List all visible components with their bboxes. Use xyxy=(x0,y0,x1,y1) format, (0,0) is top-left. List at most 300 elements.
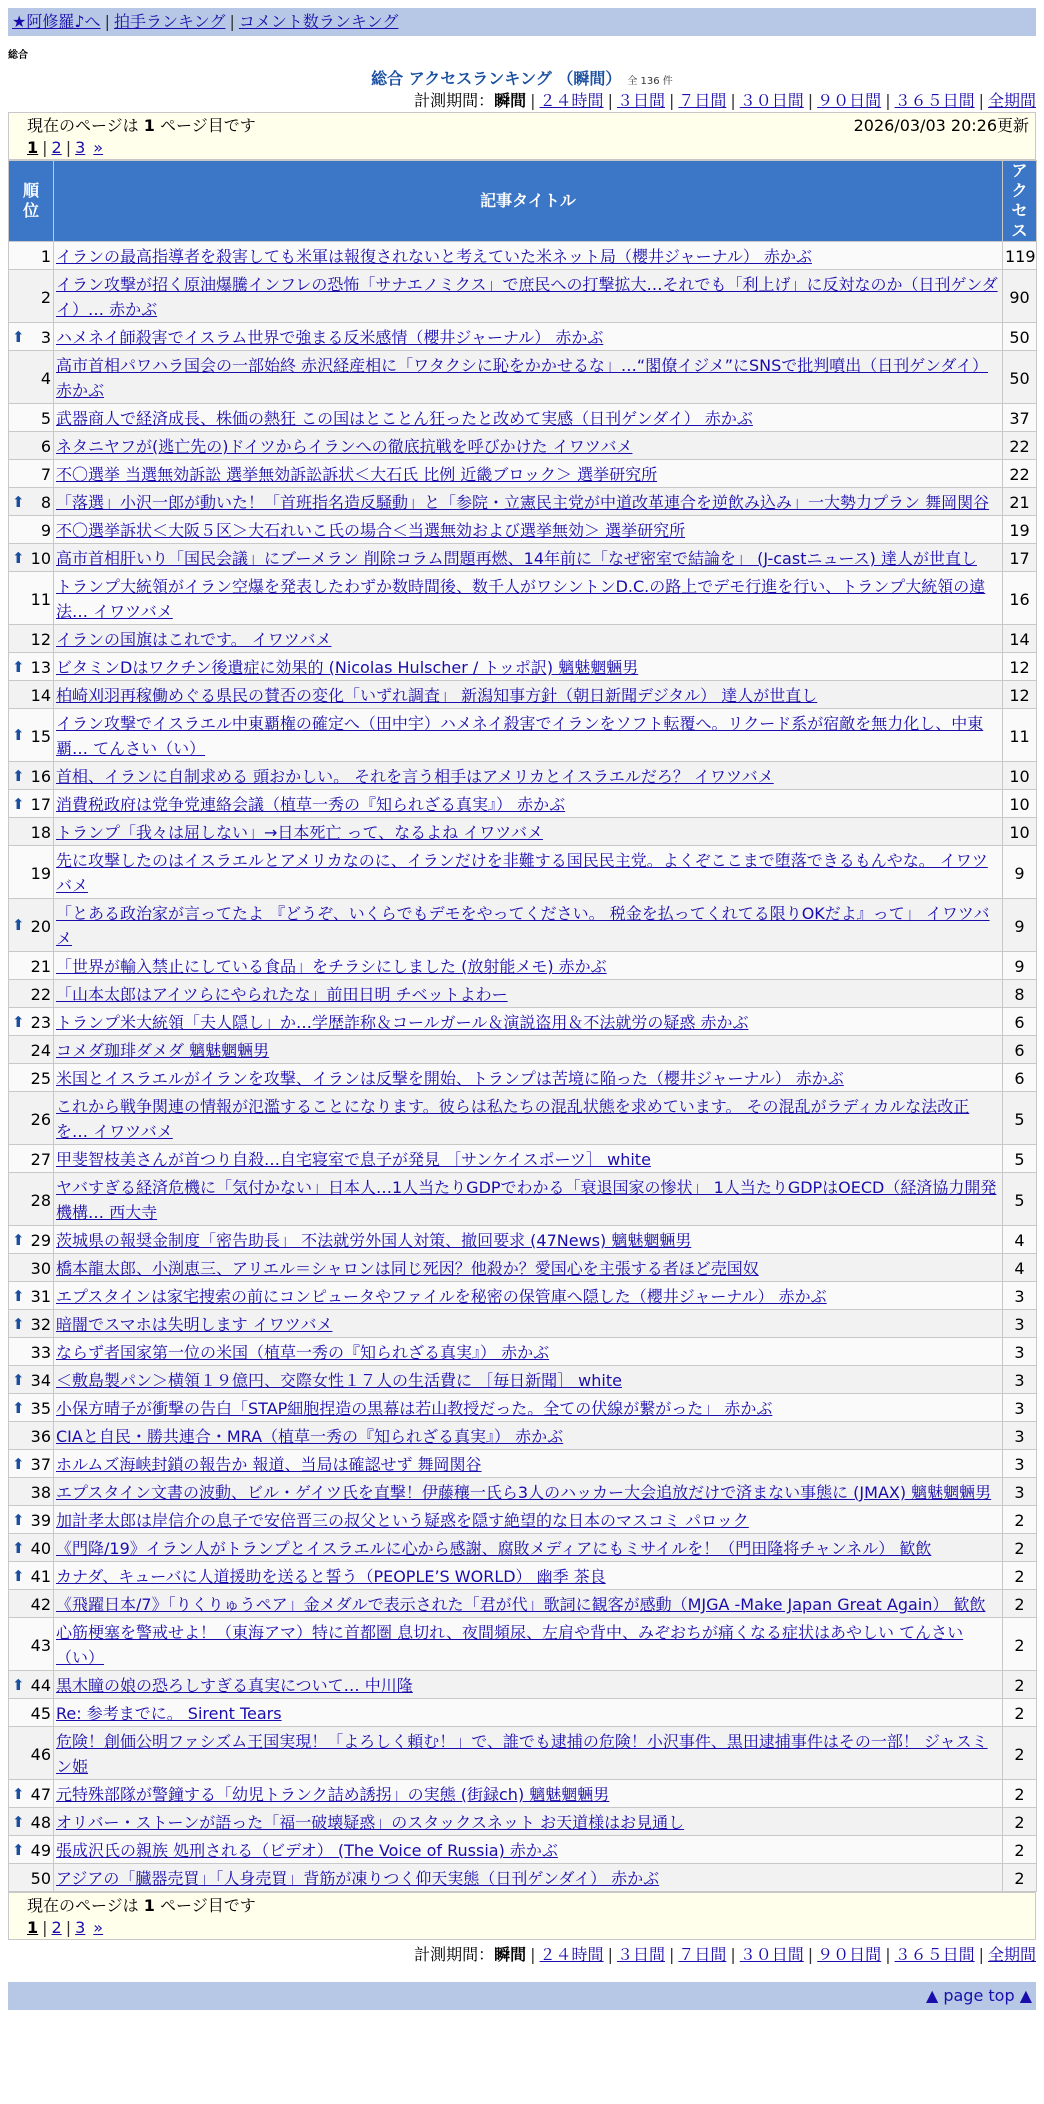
article-link[interactable]: 消費税政府は党争党連絡会議（植草一秀の『知られざる真実』） 赤かぶ xyxy=(56,795,566,814)
up-arrow-icon: ⬆ xyxy=(12,1398,25,1417)
rank-cell xyxy=(9,1808,54,1836)
heading xyxy=(8,68,1036,90)
rank-cell xyxy=(9,1506,54,1534)
table-row xyxy=(9,762,1037,790)
rank-number: 20 xyxy=(30,916,51,936)
title-cell xyxy=(54,270,1003,323)
pager-top xyxy=(8,112,1036,160)
up-arrow-icon: ⬆ xyxy=(12,1840,25,1859)
period-separator: | xyxy=(978,91,984,110)
clap-ranking-link[interactable]: 拍手ランキング xyxy=(113,12,226,31)
table-row xyxy=(9,1808,1037,1836)
rank-number: 29 xyxy=(30,1231,51,1250)
article-link[interactable]: イランの最高指導者を殺害しても米軍は報復されないと考えていた米ネット局（櫻井ジャーナル） 赤かぶ xyxy=(56,247,812,266)
period-link[interactable]: ３日間 xyxy=(616,91,665,110)
access-count: 3 xyxy=(1003,1338,1037,1366)
page-link[interactable]: 3 xyxy=(75,138,86,157)
access-count: 6 xyxy=(1003,1008,1037,1036)
article-link[interactable]: 柏崎刈羽再稼働めぐる県民の賛否の変化「いずれ調査」 新潟知事方針（朝日新聞デジタル） 達人が世直し xyxy=(56,686,818,705)
access-count: 21 xyxy=(1003,488,1037,516)
rank-number: 43 xyxy=(30,1635,51,1655)
access-count: 4 xyxy=(1003,1226,1037,1254)
table-row xyxy=(9,1727,1037,1780)
up-arrow-icon: ⬆ xyxy=(12,794,25,813)
article-link[interactable]: 小保方晴子が衝撃の告白「STAP細胞捏造の黒幕は若山教授だった。全ての伏線が繋がった」 赤かぶ xyxy=(56,1399,773,1418)
up-arrow-icon: ⬆ xyxy=(12,1538,25,1557)
rank-cell xyxy=(9,404,54,432)
table-row xyxy=(9,1036,1037,1064)
page-link[interactable]: 2 xyxy=(51,138,62,157)
rank-number: 34 xyxy=(30,1371,51,1390)
period-separator: | xyxy=(530,91,536,110)
rank-cell xyxy=(9,1036,54,1064)
access-count: 2 xyxy=(1003,1534,1037,1562)
rank-cell xyxy=(9,1450,54,1478)
rank-cell xyxy=(9,1145,54,1173)
home-link[interactable]: ★阿修羅♪へ xyxy=(12,12,101,31)
article-link[interactable]: 加計孝太郎は岸信介の息子で安倍晋三の叔父という疑惑を隠す絶望的な日本のマスコミ パロック xyxy=(56,1511,749,1530)
article-link[interactable]: ネタニヤフが(逃亡先の)ドイツからイランへの徹底抗戦を呼びかけた イワツバメ xyxy=(56,437,633,456)
page xyxy=(8,8,1036,2010)
article-link[interactable]: コメダ珈琲ダメダ 魑魅魍魎男 xyxy=(56,1041,270,1060)
access-count: 2 xyxy=(1003,1864,1037,1892)
page-title: 総合 アクセスランキング （瞬間） xyxy=(371,69,622,88)
rank-cell xyxy=(9,516,54,544)
nav-separator: | xyxy=(104,12,110,31)
period-link[interactable]: ２４時間 xyxy=(539,91,604,110)
period-link[interactable]: 全期間 xyxy=(987,91,1036,110)
access-count: 9 xyxy=(1003,952,1037,980)
title-cell xyxy=(54,899,1003,952)
title-cell xyxy=(54,1145,1003,1173)
access-count: 2 xyxy=(1003,1562,1037,1590)
table-row xyxy=(9,1671,1037,1699)
page-status xyxy=(27,1895,1029,1917)
pager-bottom xyxy=(8,1892,1036,1940)
article-link[interactable]: トランプ大統領がイラン空爆を発表したわずか数時間後、数千人がワシントンD.C.の路上でデモ行進を行い、トランプ大統領の違法… イワツバメ xyxy=(56,577,986,621)
article-link[interactable]: 米国とイスラエルがイランを攻撃、イランは反撃を開始、トランプは苦境に陥った（櫻井ジャーナル） 赤かぶ xyxy=(56,1069,844,1088)
article-link[interactable]: 不〇選挙訴状＜大阪５区＞大石れいこ氏の場合＜当選無効および選挙無効＞ 選挙研究所 xyxy=(56,521,686,540)
table-row xyxy=(9,544,1037,572)
article-link[interactable]: 心筋梗塞を警戒せよ！（東海アマ）特に首都圏 息切れ、夜間頻尿、左肩や背中、みぞおちが痛くなる症状はあやしい てんさい（い） xyxy=(56,1623,964,1667)
article-link[interactable]: 「落選」小沢一郎が動いた！「首班指名造反騒動」と「参院・立憲民主党が中道改革連合を逆飲み込み」一大勢力プラン 舞岡関谷 xyxy=(56,493,990,512)
table-row xyxy=(9,980,1037,1008)
page-top-link[interactable]: ▲ page top ▲ xyxy=(925,1986,1032,2005)
title-cell xyxy=(54,1808,1003,1836)
up-arrow-icon: ⬆ xyxy=(12,1566,25,1585)
rank-cell xyxy=(9,952,54,980)
period-link[interactable]: ２４時間 xyxy=(539,1945,604,1964)
period-link[interactable]: ７日間 xyxy=(678,1945,727,1964)
article-link[interactable]: 不〇選挙 当選無効訴訟 選挙無効訴訟訴状＜大石氏 比例 近畿ブロック＞ 選挙研究所 xyxy=(56,465,658,484)
title-cell xyxy=(54,1422,1003,1450)
rank-number: 36 xyxy=(30,1427,51,1446)
article-link[interactable]: 甲斐智枝美さんが首つり自殺…自宅寝室で息子が発見 ［サンケイスポーツ］ white xyxy=(56,1150,651,1169)
rank-cell xyxy=(9,625,54,653)
title-cell xyxy=(54,1394,1003,1422)
rank-cell xyxy=(9,1282,54,1310)
article-link[interactable]: 元特殊部隊が警鐘する「幼児トランク詰め誘拐」の実態 (街録ch) 魑魅魍魎男 xyxy=(56,1785,610,1804)
access-count: 12 xyxy=(1003,681,1037,709)
table-row xyxy=(9,709,1037,762)
rank-cell xyxy=(9,1836,54,1864)
article-link[interactable]: トランプ米大統領「夫人隠し」か…学歴詐称＆コールガール＆演説盗用＆不法就労の疑惑 赤かぶ xyxy=(56,1013,749,1032)
article-link[interactable]: ハメネイ師殺害でイスラム世界で強まる反米感情（櫻井ジャーナル） 赤かぶ xyxy=(56,328,604,347)
title-cell xyxy=(54,323,1003,351)
table-row xyxy=(9,1864,1037,1892)
rank-cell xyxy=(9,1478,54,1506)
access-count: 3 xyxy=(1003,1450,1037,1478)
page-links xyxy=(27,1917,1029,1939)
rank-number: 13 xyxy=(30,658,51,677)
rank-cell xyxy=(9,681,54,709)
rank-cell xyxy=(9,544,54,572)
rank-cell xyxy=(9,1310,54,1338)
rank-cell xyxy=(9,846,54,899)
title-cell xyxy=(54,1226,1003,1254)
title-cell xyxy=(54,1064,1003,1092)
article-link[interactable]: イラン攻撃でイスラエル中東覇権の確定へ（田中宇）ハメネイ殺害でイランをソフト転覆へ。リクード系が宿敵を無力化し、中東覇… てんさい（い） xyxy=(56,714,984,758)
rank-cell xyxy=(9,818,54,846)
rank-cell xyxy=(9,351,54,404)
title-cell xyxy=(54,1562,1003,1590)
table-row xyxy=(9,432,1037,460)
title-cell xyxy=(54,1282,1003,1310)
rank-number: 26 xyxy=(30,1109,51,1129)
table-row xyxy=(9,1422,1037,1450)
title-cell xyxy=(54,790,1003,818)
article-link[interactable]: ホルムズ海峡封鎖の報告か 報道、当局は確認せず 舞岡関谷 xyxy=(56,1455,482,1474)
access-count: 2 xyxy=(1003,1506,1037,1534)
table-row xyxy=(9,1145,1037,1173)
period-link[interactable]: ９０日間 xyxy=(817,91,882,110)
access-count: 2 xyxy=(1003,1699,1037,1727)
article-link[interactable]: エプスタイン文書の波動、ビル・ゲイツ氏を直撃！伊藤穰一氏ら3人のハッカー大会追放だけで済まない事態に (JMAX) 魑魅魍魎男 xyxy=(56,1483,992,1502)
article-link[interactable]: これから戦争関連の情報が氾濫することになります。彼らは私たちの混乱状態を求めています。 その混乱がラディカルな法改正を… イワツバメ xyxy=(56,1097,970,1141)
title-cell xyxy=(54,1780,1003,1808)
title-cell xyxy=(54,818,1003,846)
period-link[interactable]: ３０日間 xyxy=(739,91,804,110)
title-cell xyxy=(54,516,1003,544)
article-link[interactable]: 危険！創価公明ファシズム王国実現！「よろしく頼む！」で、誰でも逮捕の危険！小沢事件、黒田逮捕事件はその一部！ ジャスミン姫 xyxy=(56,1732,988,1776)
article-link[interactable]: エプスタインは家宅捜索の前にコンピュータやファイルを秘密の保管庫へ隠した（櫻井ジャーナル） 赤かぶ xyxy=(56,1287,827,1306)
period-current: 瞬間 xyxy=(494,91,527,110)
rank-number: 46 xyxy=(30,1744,51,1764)
up-arrow-icon: ⬆ xyxy=(12,766,25,785)
rank-number: 42 xyxy=(30,1595,51,1614)
page-separator: | xyxy=(42,1918,48,1937)
period-separator: | xyxy=(978,1945,984,1964)
rank-cell xyxy=(9,980,54,1008)
page-links xyxy=(27,137,1029,159)
access-count: 5 xyxy=(1003,1092,1037,1145)
access-count: 37 xyxy=(1003,404,1037,432)
rank-number: 15 xyxy=(30,726,51,746)
article-link[interactable]: 「とある政治家が言ってたよ 『どうぞ、いくらでもデモをやってください。 税金を払ってくれてる限りOKだよ』って」 イワツバメ xyxy=(56,904,990,948)
rank-number: 17 xyxy=(30,795,51,814)
rank-cell xyxy=(9,488,54,516)
rank-cell xyxy=(9,1366,54,1394)
table-row xyxy=(9,899,1037,952)
period-link[interactable]: 全期間 xyxy=(987,1945,1036,1964)
article-link[interactable]: 高市首相肝いり「国民会議」にブーメラン 削除コラム問題再燃、14年前に「なぜ密室で結論を」 (J-castニュース) 達人が世直し xyxy=(56,549,977,568)
period-link[interactable]: ９０日間 xyxy=(817,1945,882,1964)
table-row xyxy=(9,323,1037,351)
table-row xyxy=(9,1478,1037,1506)
article-link[interactable]: 暗闇でスマホは失明します イワツバメ xyxy=(56,1315,333,1334)
table-row xyxy=(9,1590,1037,1618)
article-link[interactable]: 《門降/19》イラン人がトランプとイスラエルに心から感謝、腐敗メディアにもミサイルを！（門田隆将チャンネル） 歓飲 xyxy=(56,1539,932,1558)
access-count: 3 xyxy=(1003,1310,1037,1338)
article-link[interactable]: トランプ「我々は屈しない」→日本死亡 って、なるよね イワツバメ xyxy=(56,823,543,842)
period-separator: | xyxy=(668,1945,675,1964)
ranking-table xyxy=(8,160,1037,1892)
article-link[interactable]: ＜敷島製パン＞横領１９億円、交際女性１７人の生活費に ［毎日新聞］ white xyxy=(56,1371,622,1390)
article-link[interactable]: 茨城県の報奨金制度「密告助長」 不法就労外国人対策、撤回要求 (47News) 魑魅魍魎男 xyxy=(56,1231,692,1250)
up-arrow-icon: ⬆ xyxy=(12,916,25,934)
title-cell xyxy=(54,681,1003,709)
up-arrow-icon: ⬆ xyxy=(12,657,25,676)
period-link[interactable]: ７日間 xyxy=(678,91,727,110)
rank-cell xyxy=(9,653,54,681)
period-link[interactable]: ３０日間 xyxy=(739,1945,804,1964)
rank-cell xyxy=(9,1394,54,1422)
article-link[interactable]: ビタミンDはワクチン後遺症に効果的 (Nicolas Hulscher / トッポ訳) 魑魅魍魎男 xyxy=(56,658,639,677)
article-link[interactable]: 首相、イランに自制求める 頭おかしい。 それを言う相手はアメリカとイスラエルだろ？ イワツバメ xyxy=(56,767,774,786)
table-row xyxy=(9,653,1037,681)
title-cell xyxy=(54,1727,1003,1780)
rank-number: 2 xyxy=(40,287,51,307)
access-count: 8 xyxy=(1003,980,1037,1008)
article-link[interactable]: カナダ、キューバに人道援助を送ると誓う（PEOPLE’S WORLD） 幽季 茶良 xyxy=(56,1567,606,1586)
up-arrow-icon: ⬆ xyxy=(12,548,25,567)
rank-cell xyxy=(9,709,54,762)
title-cell xyxy=(54,1338,1003,1366)
rank-number: 3 xyxy=(40,328,51,347)
table-row xyxy=(9,1310,1037,1338)
rank-number: 14 xyxy=(30,686,51,705)
title-cell xyxy=(54,1092,1003,1145)
period-separator: | xyxy=(730,1945,736,1964)
rank-cell xyxy=(9,270,54,323)
page-separator: | xyxy=(42,138,48,157)
rank-number: 18 xyxy=(30,823,51,842)
title-cell xyxy=(54,1618,1003,1671)
table-row xyxy=(9,1064,1037,1092)
access-count: 10 xyxy=(1003,790,1037,818)
rank-number: 39 xyxy=(30,1511,51,1530)
header-access: アクセス xyxy=(1003,161,1037,242)
rank-number: 23 xyxy=(30,1013,51,1032)
comment-ranking-link[interactable]: コメント数ランキング xyxy=(238,12,399,31)
article-link[interactable]: 黒木瞳の娘の恐ろしすぎる真実について… 中川隆 xyxy=(56,1676,413,1695)
rank-number: 47 xyxy=(30,1785,51,1804)
access-count: 6 xyxy=(1003,1064,1037,1092)
table-header-row xyxy=(9,161,1037,242)
access-count: 10 xyxy=(1003,762,1037,790)
rank-cell xyxy=(9,1064,54,1092)
table-row xyxy=(9,625,1037,653)
access-count: 3 xyxy=(1003,1478,1037,1506)
access-count: 2 xyxy=(1003,1590,1037,1618)
article-link[interactable]: 「世界が輸入禁止にしている食品」をチラシにしました (放射能メモ) 赤かぶ xyxy=(56,957,607,976)
current-page: 1 xyxy=(27,138,39,157)
article-link[interactable]: 武器商人で経済成長、株価の熱狂 この国はとことん狂ったと改めて実感（日刊ゲンダイ） 赤かぶ xyxy=(56,409,753,428)
rank-cell xyxy=(9,1254,54,1282)
up-arrow-icon: ⬆ xyxy=(12,1784,25,1803)
title-cell xyxy=(54,625,1003,653)
access-count: 5 xyxy=(1003,1145,1037,1173)
article-link[interactable]: イランの国旗はこれです。 イワツバメ xyxy=(56,630,332,649)
table-row xyxy=(9,1226,1037,1254)
access-count: 2 xyxy=(1003,1836,1037,1864)
title-cell xyxy=(54,1310,1003,1338)
article-link[interactable]: ヤバすぎる経済危機に「気付かない」日本人…1人当たりGDPでわかる「衰退国家の惨状」 1人当たりGDPはOECD（経済協力開発機構… 西大寺 xyxy=(56,1178,997,1222)
title-cell xyxy=(54,1836,1003,1864)
table-row xyxy=(9,1562,1037,1590)
table-row xyxy=(9,516,1037,544)
access-count: 12 xyxy=(1003,653,1037,681)
page-separator: | xyxy=(65,1918,72,1937)
up-arrow-icon: ⬆ xyxy=(12,1454,25,1473)
period-selector-bottom xyxy=(8,1944,1036,1966)
period-separator: | xyxy=(885,91,891,110)
title-cell xyxy=(54,952,1003,980)
table-row xyxy=(9,1008,1037,1036)
period-link[interactable]: ３６５日間 xyxy=(894,91,975,110)
title-cell xyxy=(54,1008,1003,1036)
rank-cell xyxy=(9,1562,54,1590)
title-cell xyxy=(54,653,1003,681)
rank-number: 28 xyxy=(30,1190,51,1210)
page-status-prefix: 現在のページは xyxy=(27,1896,144,1915)
title-cell xyxy=(54,544,1003,572)
access-count: 50 xyxy=(1003,323,1037,351)
table-row xyxy=(9,681,1037,709)
article-link[interactable]: 橋本龍太郎、小渕恵三、アリエル＝シャロンは同じ死因？他殺か？愛国心を主張する者ほど売国奴 xyxy=(56,1259,759,1278)
top-nav xyxy=(8,8,1036,36)
rank-number: 5 xyxy=(40,409,51,428)
up-arrow-icon: ⬆ xyxy=(12,1286,25,1305)
period-separator: | xyxy=(730,91,736,110)
table-row xyxy=(9,1699,1037,1727)
header-title: 記事タイトル xyxy=(54,161,1003,242)
rank-number: 6 xyxy=(40,437,51,456)
next-page-link[interactable]: » xyxy=(93,1918,104,1937)
period-link[interactable]: ３日間 xyxy=(616,1945,665,1964)
table-row xyxy=(9,790,1037,818)
table-row xyxy=(9,270,1037,323)
title-cell xyxy=(54,460,1003,488)
rank-number: 22 xyxy=(30,985,51,1004)
rank-number: 25 xyxy=(30,1069,51,1088)
article-link[interactable]: 張成沢氏の親族 処刑される（ビデオ） (The Voice of Russia) 赤かぶ xyxy=(56,1841,558,1860)
rank-number: 30 xyxy=(30,1259,51,1278)
period-link[interactable]: ３６５日間 xyxy=(894,1945,975,1964)
up-arrow-icon: ⬆ xyxy=(12,1675,25,1694)
article-link[interactable]: イラン攻撃が招く原油爆騰インフレの恐怖「サナエノミクス」で庶民への打撃拡大…それでも「利上げ」に反対なのか（日刊ゲンダイ）… 赤かぶ xyxy=(56,275,998,319)
rank-number: 7 xyxy=(40,465,51,484)
rank-cell xyxy=(9,1092,54,1145)
article-link[interactable]: 高市首相パワハラ国会の一部始終 赤沢経産相に「ワタクシに恥をかかせるな」…“閣僚イジメ”にSNSで批判噴出（日刊ゲンダイ） 赤かぶ xyxy=(56,356,989,400)
rank-cell xyxy=(9,1780,54,1808)
up-arrow-icon: ⬆ xyxy=(12,1314,25,1333)
table-row xyxy=(9,1394,1037,1422)
rank-number: 12 xyxy=(30,630,51,649)
rank-number: 11 xyxy=(30,589,51,609)
access-count: 2 xyxy=(1003,1727,1037,1780)
page-link[interactable]: 2 xyxy=(51,1918,62,1937)
rank-cell xyxy=(9,1534,54,1562)
table-row xyxy=(9,1506,1037,1534)
access-count: 2 xyxy=(1003,1618,1037,1671)
article-link[interactable]: アジアの「臓器売買」「人身売買」背筋が凍りつく仰天実態（日刊ゲンダイ） 赤かぶ xyxy=(56,1869,660,1888)
rank-cell xyxy=(9,1590,54,1618)
rank-number: 4 xyxy=(40,368,51,388)
article-link[interactable]: 「山本太郎はアイツらにやられたな」前田日明 チベットよわー xyxy=(56,985,508,1004)
title-cell xyxy=(54,572,1003,625)
breadcrumb: 総合 xyxy=(8,50,28,61)
rank-number: 40 xyxy=(30,1539,51,1558)
rank-number: 9 xyxy=(40,521,51,540)
page-link[interactable]: 3 xyxy=(75,1918,86,1937)
next-page-link[interactable]: » xyxy=(93,138,104,157)
rank-cell xyxy=(9,1173,54,1226)
header-rank: 順位 xyxy=(9,161,54,242)
title-cell xyxy=(54,404,1003,432)
rank-number: 16 xyxy=(30,767,51,786)
access-count: 10 xyxy=(1003,818,1037,846)
article-link[interactable]: オリバー・ストーンが語った「福一破壊疑惑」のスタックスネット お天道様はお見通し xyxy=(56,1813,685,1832)
access-count: 119 xyxy=(1003,242,1037,270)
rank-cell xyxy=(9,762,54,790)
rank-cell xyxy=(9,1226,54,1254)
rank-number: 27 xyxy=(30,1150,51,1169)
article-link[interactable]: 先に攻撃したのはイスラエルとアメリカなのに、イランだけを非難する国民民主党。よくぞここまで堕落できるもんやな。 イワツバメ xyxy=(56,851,988,895)
rank-cell xyxy=(9,460,54,488)
table-row xyxy=(9,846,1037,899)
title-cell xyxy=(54,1450,1003,1478)
table-row xyxy=(9,1338,1037,1366)
rank-cell xyxy=(9,1422,54,1450)
table-row xyxy=(9,1173,1037,1226)
rank-cell xyxy=(9,790,54,818)
table-row xyxy=(9,1366,1037,1394)
bottom-bar xyxy=(8,1982,1036,2010)
title-cell xyxy=(54,1699,1003,1727)
article-link[interactable]: 《飛躍日本/7》「りくりゅうペア」金メダルで表示された「君が代」歌詞に観客が感動（MJGA -Make Japan Great Again） 歓飲 xyxy=(56,1595,986,1614)
period-separator: | xyxy=(885,1945,891,1964)
up-arrow-icon: ⬆ xyxy=(12,1230,25,1249)
rank-number: 21 xyxy=(30,957,51,976)
up-arrow-icon: ⬆ xyxy=(12,726,25,744)
article-link[interactable]: ならず者国家第一位の米国（植草一秀の『知られざる真実』） 赤かぶ xyxy=(56,1343,550,1362)
article-link[interactable]: CIAと自民・勝共連合・MRA（植草一秀の『知られざる真実』） 赤かぶ xyxy=(56,1427,564,1446)
rank-number: 10 xyxy=(30,549,51,568)
rank-number: 37 xyxy=(30,1455,51,1474)
rank-cell xyxy=(9,572,54,625)
period-current: 瞬間 xyxy=(494,1945,527,1964)
period-separator: | xyxy=(530,1945,536,1964)
title-cell xyxy=(54,1864,1003,1892)
title-cell xyxy=(54,1478,1003,1506)
title-cell xyxy=(54,1036,1003,1064)
access-count: 2 xyxy=(1003,1780,1037,1808)
title-cell xyxy=(54,432,1003,460)
rank-number: 19 xyxy=(30,863,51,883)
access-count: 11 xyxy=(1003,709,1037,762)
article-link[interactable]: Re: 参考までに。 Sirent Tears xyxy=(56,1704,282,1723)
